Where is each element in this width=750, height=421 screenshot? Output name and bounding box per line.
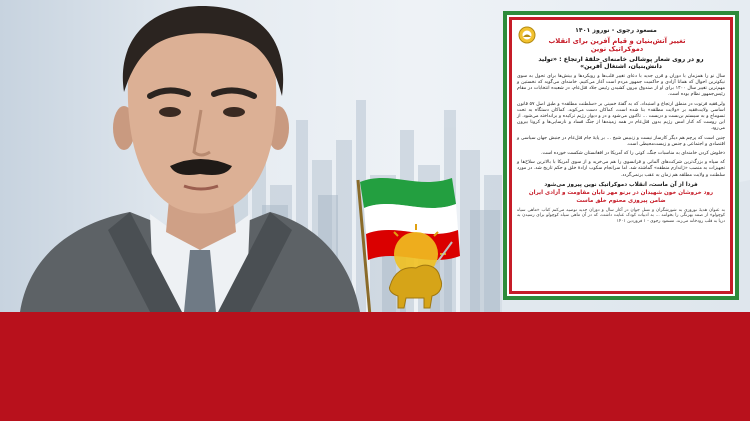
byline: مسعود رجوی - نوروز ۱۴۰۱ (575, 27, 657, 34)
paragraph: ولی‌فقیه فرتوت در منطق ارتجاع و استبداد، که به گفتهٔ خمینی بر «سلطنت مطلقه» و طبق اصل ۵۷ قانون اساسی ولایت‌فقیه بر «ولایت مطلقه» بنا شده است، کماکان دست می‌کوبد. کماکان دستگاه به تحت تسوماج و به سیستم بن‌بست و دربست ... تاکنون می‌شود و در و دیوار رژیم ترکیده و برانداخته می‌شود. از این روست که کنار امس رژیم بدون قتل‌عام در همه زمینه‌ها از جنگ فساد و نارسایی‌ها و کرونا بیرون می‌رود. (517, 101, 726, 132)
message-card-inner (509, 17, 733, 294)
paragraph: چنین است که پرچم هم دیگر کارساز نیست و زنبیس شیخ ... بر پایهٔ جام قتل‌عام در جنبش جهان سیاسی و اقتصادی و اجتماعی و جنس و زیست‌محیطی است. (517, 135, 725, 147)
subheadline: رو در روی شعار پوشالی خامنه‌ای حلقهٔ ارتجاع : «تولید دانش‌بنیان، اشتغال آفرین» (538, 55, 704, 71)
iran-flag-icon (340, 168, 460, 312)
paragraph: سال نو را همزمان با دوران و قرن جدید با دعای تغییر قلب‌ها و رویکردها و بینش‌ها برای تحول به سوی نیکوترین احوال که همانا آزادی و حاکمیت جمهور مردم است آغاز می‌کنیم. خامنه‌ای می‌گوید که نخستین و مهم‌ترین تغییر سال ۱۴۰۰ برای او از صندوق بیرون کشیدن رئیس جلاد قتل‌عام، در شعبده انتخابات در مقام رئیس‌جمهور نظام بوده است. (517, 73, 725, 98)
paragraph: که سپاه و بزرگ‌ترین شرکت‌های آلمانی و فرانسوی را هم می‌خرید و از سوی آمریکا با بالاترین سلاح‌ها و تجهیزات به منصب «ژاندارم منطقه» گماشته شد. اما سرانجام سکوب ارادهٔ خلق و حکم تاریخ شد. در مورد سلطنت و ولایت مطلقه هم زمان به عقب برنمی‌گردد. (517, 160, 725, 178)
red-footer-band (0, 312, 750, 421)
lion-and-sun-emblem-icon (518, 26, 536, 44)
closing-line-red: رود خروشان خون شهیدان در برنو مهر تابان مقاومت و آزادی ایران (528, 189, 714, 196)
footnote: به عنوان هدیهٔ نوروزی به شورشگران و نسل جوان در آغاز سال و دوران جدید توصیه می‌کنم کتاب «ماهی سیاه کوچولو» از صمد بهرنگی را بخوانند ... به ادبیات کودک عنایت داشت، که در آن ماهی سیاه کوچولو برای رسیدن به دریا به قلب رودخانه می‌زند. مسعود رجوی - ۱ فروردین ۱۴۰۱ (517, 207, 725, 224)
closing-line-red: ضامن پیروزی محتوم خلق ماست (576, 197, 666, 204)
paragraph: ذخلوش کردن خامنه‌ای به مناسبات جنگ، کوتی را که آمریکا در افغانستان شکست خورده است. (540, 151, 725, 157)
headline: تغییر آتش‌بنیان و قیام آفرین برای انقلاب دموکراتیک نوین (548, 37, 686, 54)
portrait-photo (0, 0, 360, 312)
closing-line: فردا از آن ماست، انقلاب دموکراتیک نوین پیروز می‌شود (544, 181, 698, 188)
message-card (503, 11, 739, 300)
